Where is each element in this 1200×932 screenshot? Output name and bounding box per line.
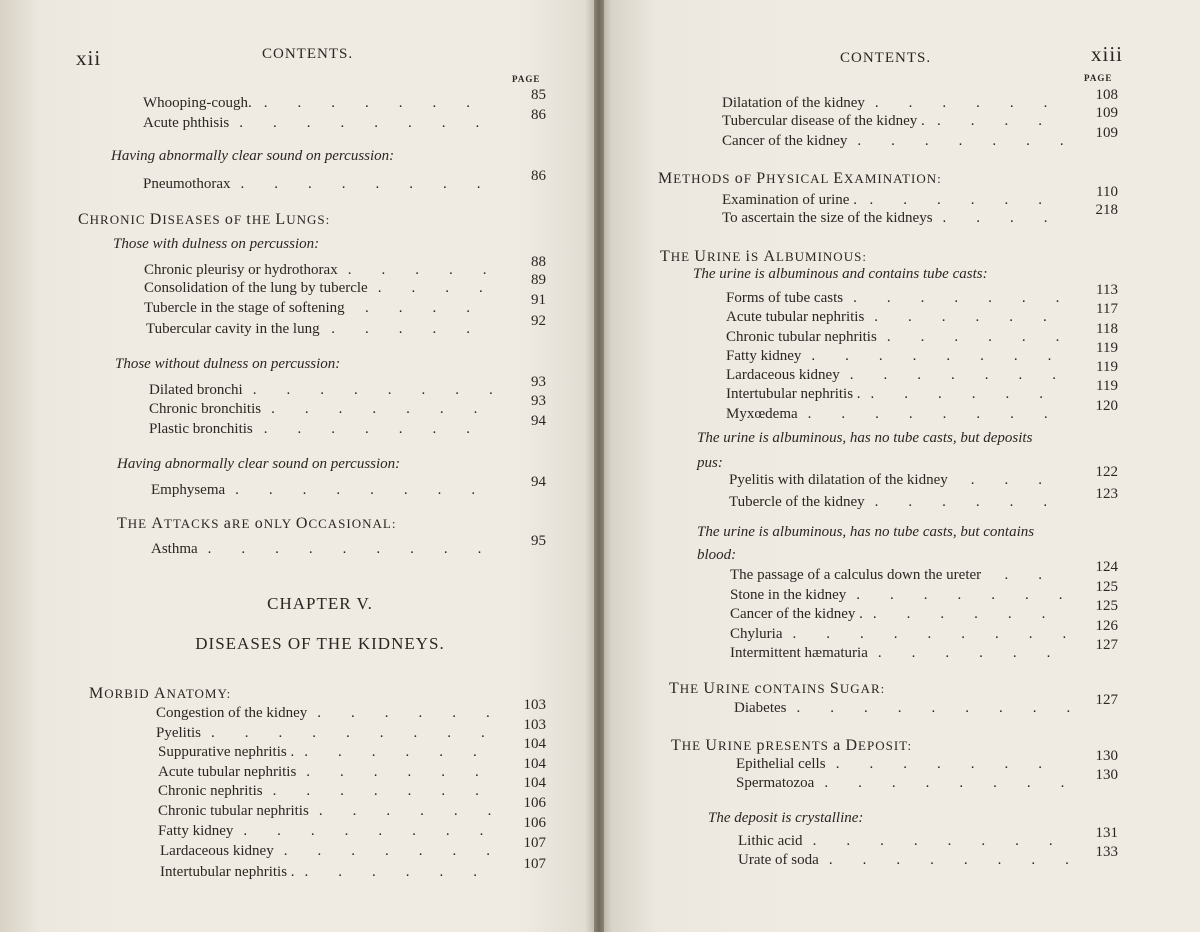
leader-dots: . . . . <box>942 210 1078 226</box>
toc-entry <box>730 606 863 623</box>
toc-entry-title: Chyluria <box>730 626 783 642</box>
page-column-label: PAGE <box>1084 73 1113 83</box>
toc-entry-title: Chronic tubular nephritis <box>158 803 309 819</box>
toc-entry-title: Lardaceous kidney <box>160 843 274 859</box>
toc-entry-title: Tubercle in the stage of softening <box>144 300 345 316</box>
toc-entry-title: Cancer of the kidney <box>722 133 848 149</box>
page-number: 104 <box>523 756 546 772</box>
toc-entry <box>160 843 274 860</box>
page-number: 85 <box>531 87 546 103</box>
subsection-heading: Having abnormally clear sound on percussion: <box>111 148 395 164</box>
page-number: 109 <box>1095 125 1118 141</box>
toc-entry <box>143 176 231 193</box>
leader-dots: . . . . . . <box>306 764 509 780</box>
leader-dots: . . . . . . <box>869 192 1072 208</box>
page-number: 119 <box>1096 359 1118 375</box>
toc-entry-title: Pyelitis <box>156 725 202 741</box>
page-number: 124 <box>1095 559 1118 575</box>
page-number: 104 <box>523 736 546 752</box>
page-number: 86 <box>531 107 546 123</box>
page-number: 95 <box>531 533 546 549</box>
subsection-heading: Those without dulness on percussion: <box>115 356 341 372</box>
page-number: 106 <box>523 815 546 831</box>
leader-dots: . . . . . . . . <box>807 406 1078 422</box>
leader-dots: . . . . . <box>347 262 517 278</box>
toc-entry <box>730 587 846 604</box>
toc-entry <box>722 95 865 112</box>
toc-entry-title: Chronic bronchitis <box>149 401 262 417</box>
toc-entry <box>144 300 345 317</box>
toc-entry-title: Whooping-cough. <box>143 95 252 111</box>
toc-entry <box>158 764 296 781</box>
toc-entry-title: Tubercular cavity in the lung <box>146 321 320 337</box>
section-heading: THE URINE iS ALBUMINOUS: <box>660 248 867 265</box>
toc-entry-title: Lardaceous kidney <box>726 367 840 383</box>
leader-dots: . . . . . . <box>874 494 1078 510</box>
toc-entry <box>722 210 933 227</box>
toc-entry <box>158 803 309 820</box>
running-head: CONTENTS. <box>840 50 932 66</box>
toc-entry <box>736 775 814 792</box>
toc-entry <box>730 626 783 643</box>
section-heading: THE URINE cONTAINS SUGAR: <box>669 680 886 697</box>
page-number: 117 <box>1096 301 1118 317</box>
toc-entry-title: Chronic tubular nephritis <box>726 329 877 345</box>
toc-entry <box>726 309 864 326</box>
page-number: 120 <box>1095 398 1118 414</box>
toc-entry <box>722 192 857 209</box>
toc-entry <box>738 833 803 850</box>
leader-dots: . . . . <box>365 300 500 316</box>
subsection-heading: Having abnormally clear sound on percussion: <box>117 456 401 472</box>
page-number: 119 <box>1096 378 1118 394</box>
leader-dots: . . . . . . . . <box>243 823 514 839</box>
page-number: 93 <box>531 374 546 390</box>
toc-entry-title: Tubercle of the kidney <box>729 494 865 510</box>
toc-entry <box>158 744 294 761</box>
toc-entry-title: Consolidation of the lung by tubercle <box>144 280 368 296</box>
subsection-heading: The urine is albuminous, has no tube casts, but contains <box>697 524 1035 540</box>
toc-entry-title: Acute tubular nephritis <box>158 764 297 780</box>
toc-entry-title: Lithic acid <box>738 833 803 849</box>
page-number: 91 <box>531 292 546 308</box>
subsection-heading: Those with dulness on percussion: <box>113 236 320 252</box>
leader-dots: . . . . . . <box>317 705 520 721</box>
leader-dots: . . . . . . . <box>849 367 1086 383</box>
page-folio: xiii <box>1091 42 1124 66</box>
toc-entry <box>736 756 826 773</box>
page-number: 113 <box>1096 282 1118 298</box>
page-number: 119 <box>1096 340 1118 356</box>
toc-entry-title: Myxœdema <box>726 406 798 422</box>
toc-entry <box>143 95 252 112</box>
page-number: 218 <box>1095 202 1118 218</box>
leader-dots: . . . . . . <box>874 95 1078 111</box>
toc-entry-title: Dilatation of the kidney <box>722 95 865 111</box>
leader-dots: . . . . . . . <box>856 587 1093 603</box>
leader-dots: . . . . . . . . <box>824 775 1095 791</box>
toc-entry-title: Chronic pleurisy or hydrothorax <box>144 262 338 278</box>
toc-entry <box>149 421 253 438</box>
chapter-title: DISEASES OF THE KIDNEYS. <box>195 634 445 653</box>
toc-entry-title: Suppurative nephritis . <box>158 744 295 760</box>
leader-dots: . . . . . . . . . <box>207 541 512 557</box>
toc-entry-title: Epithelial cells <box>736 756 826 772</box>
leader-dots: . . . . . . <box>874 309 1077 325</box>
subsection-heading: The urine is albuminous, has no tube casts, but deposits <box>697 430 1033 446</box>
toc-entry-title: Pyelitis with dilatation of the kidney <box>729 472 948 488</box>
leader-dots: . . . . . . . . . <box>211 725 515 741</box>
leader-dots: . . . . . . . . <box>239 115 510 131</box>
toc-entry-title: Intertubular nephritis . <box>726 386 861 402</box>
leader-dots: . . . . . . . <box>263 95 500 111</box>
leader-dots: . . . . . . <box>877 645 1081 661</box>
leader-dots: . . . . <box>377 280 513 296</box>
page-number: 89 <box>531 272 546 288</box>
page-number: 125 <box>1095 579 1118 595</box>
page-number: 103 <box>523 717 546 733</box>
toc-entry-title: To ascertain the size of the kidneys <box>722 210 933 226</box>
leader-dots: . . . . . . . . . <box>792 626 1097 642</box>
page-number: 94 <box>531 474 546 490</box>
toc-entry-title: Acute phthisis <box>143 115 230 131</box>
toc-entry-title: Urate of soda <box>738 852 819 868</box>
page-number: 92 <box>531 313 546 329</box>
page-folio: xii <box>76 46 102 70</box>
page-number: 94 <box>531 413 546 429</box>
leader-dots: . . . . . . . <box>835 756 1072 772</box>
leader-dots: . . . . . . <box>886 329 1090 345</box>
toc-entry <box>158 783 263 800</box>
subsection-heading: pus: <box>697 455 723 471</box>
leader-dots: . . . . . . . <box>272 783 509 799</box>
chapter-number: CHAPTER V. <box>267 594 373 613</box>
leader-dots: . . . . . . . <box>857 133 1094 149</box>
subsection-heading: The deposit is crystalline: <box>708 810 864 826</box>
toc-entry-title: Fatty kidney <box>726 348 802 364</box>
toc-entry-title: Asthma <box>151 541 198 557</box>
toc-entry-title: Cancer of the kidney . <box>730 606 863 622</box>
subsection-heading: The urine is albuminous and contains tube casts: <box>693 266 988 282</box>
page-number: 109 <box>1095 105 1118 121</box>
leader-dots: . . . . . . <box>304 744 507 760</box>
leader-dots: . . . . . . <box>870 386 1074 402</box>
leader-dots: . . . . . . . . . <box>796 700 1101 716</box>
toc-entry <box>729 472 948 489</box>
toc-entry <box>146 321 320 338</box>
leader-dots: . . . . . . . . <box>828 852 1099 868</box>
toc-entry <box>160 864 295 881</box>
page-number: 104 <box>523 775 546 791</box>
page-number: 127 <box>1095 637 1118 653</box>
toc-entry-title: Chronic nephritis <box>158 783 263 799</box>
page-number: 108 <box>1095 87 1118 103</box>
toc-entry <box>734 700 786 717</box>
subsection-heading: blood: <box>697 547 737 563</box>
page-number: 125 <box>1095 598 1118 614</box>
toc-entry-title: Dilated bronchi <box>149 382 243 398</box>
leader-dots: . . . . . . <box>318 803 522 819</box>
left-page <box>0 0 598 932</box>
toc-entry <box>722 113 925 130</box>
page-number: 107 <box>523 856 546 872</box>
leader-dots: . . . <box>970 472 1072 488</box>
toc-entry <box>730 567 981 584</box>
leader-dots: . . . . . . . <box>853 290 1090 306</box>
toc-entry <box>726 406 798 423</box>
page-number: 110 <box>1096 184 1118 200</box>
page-number: 107 <box>523 835 546 851</box>
page-number: 131 <box>1095 825 1118 841</box>
toc-entry-title: Diabetes <box>734 700 787 716</box>
leader-dots: . . . . . . . . <box>252 382 523 398</box>
section-heading: THE URINE pRESENTS a DEPOSIT: <box>671 737 913 754</box>
page-number: 103 <box>523 697 546 713</box>
toc-entry-title: Stone in the kidney <box>730 587 847 603</box>
running-head: CONTENTS. <box>262 46 354 62</box>
toc-entry-title: Congestion of the kidney <box>156 705 308 721</box>
leader-dots: . . <box>1004 567 1072 583</box>
toc-entry-title: Fatty kidney <box>158 823 234 839</box>
toc-entry <box>726 367 840 384</box>
right-page <box>598 0 1200 932</box>
toc-entry <box>151 541 198 558</box>
page-number: 123 <box>1095 486 1118 502</box>
section-heading: MORBID ANATOMY: <box>89 685 232 702</box>
toc-entry-title: Tubercular disease of the kidney . <box>722 113 925 129</box>
toc-entry-title: The passage of a calculus down the ureter <box>730 567 982 583</box>
toc-entry <box>730 645 868 662</box>
toc-entry-title: Spermatozoa <box>736 775 815 791</box>
toc-entry <box>144 262 338 279</box>
toc-entry <box>156 705 307 722</box>
leader-dots: . . . . . . . <box>263 421 500 437</box>
toc-entry <box>156 725 201 742</box>
page-column-label: PAGE <box>512 74 541 84</box>
section-heading: METHODS oF PHYSICAL EXAMINATION: <box>658 170 942 187</box>
leader-dots: . . . . . . <box>304 864 508 880</box>
toc-entry-title: Intertubular nephritis . <box>160 864 295 880</box>
section-heading: CHRONIC DISEASES oF tHE LUNGS: <box>78 211 331 228</box>
page-number: 133 <box>1095 844 1118 860</box>
leader-dots: . . . . . . . . <box>812 833 1083 849</box>
toc-entry-title: Plastic bronchitis <box>149 421 253 437</box>
leader-dots: . . . . <box>937 113 1072 129</box>
toc-entry-title: Intermittent hæmaturia <box>730 645 868 661</box>
page-number: 130 <box>1095 748 1118 764</box>
toc-entry <box>144 280 368 297</box>
leader-dots: . . . . . . <box>872 606 1076 622</box>
toc-entry <box>738 852 819 869</box>
toc-entry <box>149 401 261 418</box>
page-number: 106 <box>523 795 546 811</box>
leader-dots: . . . . . . . <box>283 843 520 859</box>
page-number: 86 <box>531 168 546 184</box>
page-number: 88 <box>531 254 546 270</box>
toc-entry-title: Pneumothorax <box>143 176 231 192</box>
toc-entry <box>726 386 861 403</box>
page-number: 118 <box>1096 321 1118 337</box>
toc-entry <box>726 329 877 346</box>
toc-entry <box>149 382 243 399</box>
toc-entry <box>729 494 865 511</box>
page-number: 122 <box>1095 464 1118 480</box>
toc-entry-title: Emphysema <box>151 482 226 498</box>
toc-entry <box>726 290 843 307</box>
page-number: 130 <box>1095 767 1118 783</box>
leader-dots: . . . . . <box>331 321 500 337</box>
leader-dots: . . . . . . . . <box>235 482 506 498</box>
toc-entry <box>151 482 225 499</box>
toc-entry-title: Examination of urine . <box>722 192 857 208</box>
toc-entry <box>143 115 229 132</box>
toc-entry <box>726 348 801 365</box>
book-gutter <box>594 0 604 932</box>
leader-dots: . . . . . . . . <box>811 348 1082 364</box>
section-heading: THE ATTACKS aRE oNLY OCCASIONAL: <box>117 515 397 532</box>
leader-dots: . . . . . . . <box>271 401 508 417</box>
toc-entry <box>158 823 233 840</box>
page-number: 126 <box>1095 618 1118 634</box>
page-number: 127 <box>1095 692 1118 708</box>
page-number: 93 <box>531 393 546 409</box>
toc-entry-title: Acute tubular nephritis <box>726 309 865 325</box>
toc-entry-title: Forms of tube casts <box>726 290 844 306</box>
toc-entry <box>722 133 847 150</box>
leader-dots: . . . . . . . . <box>240 176 511 192</box>
